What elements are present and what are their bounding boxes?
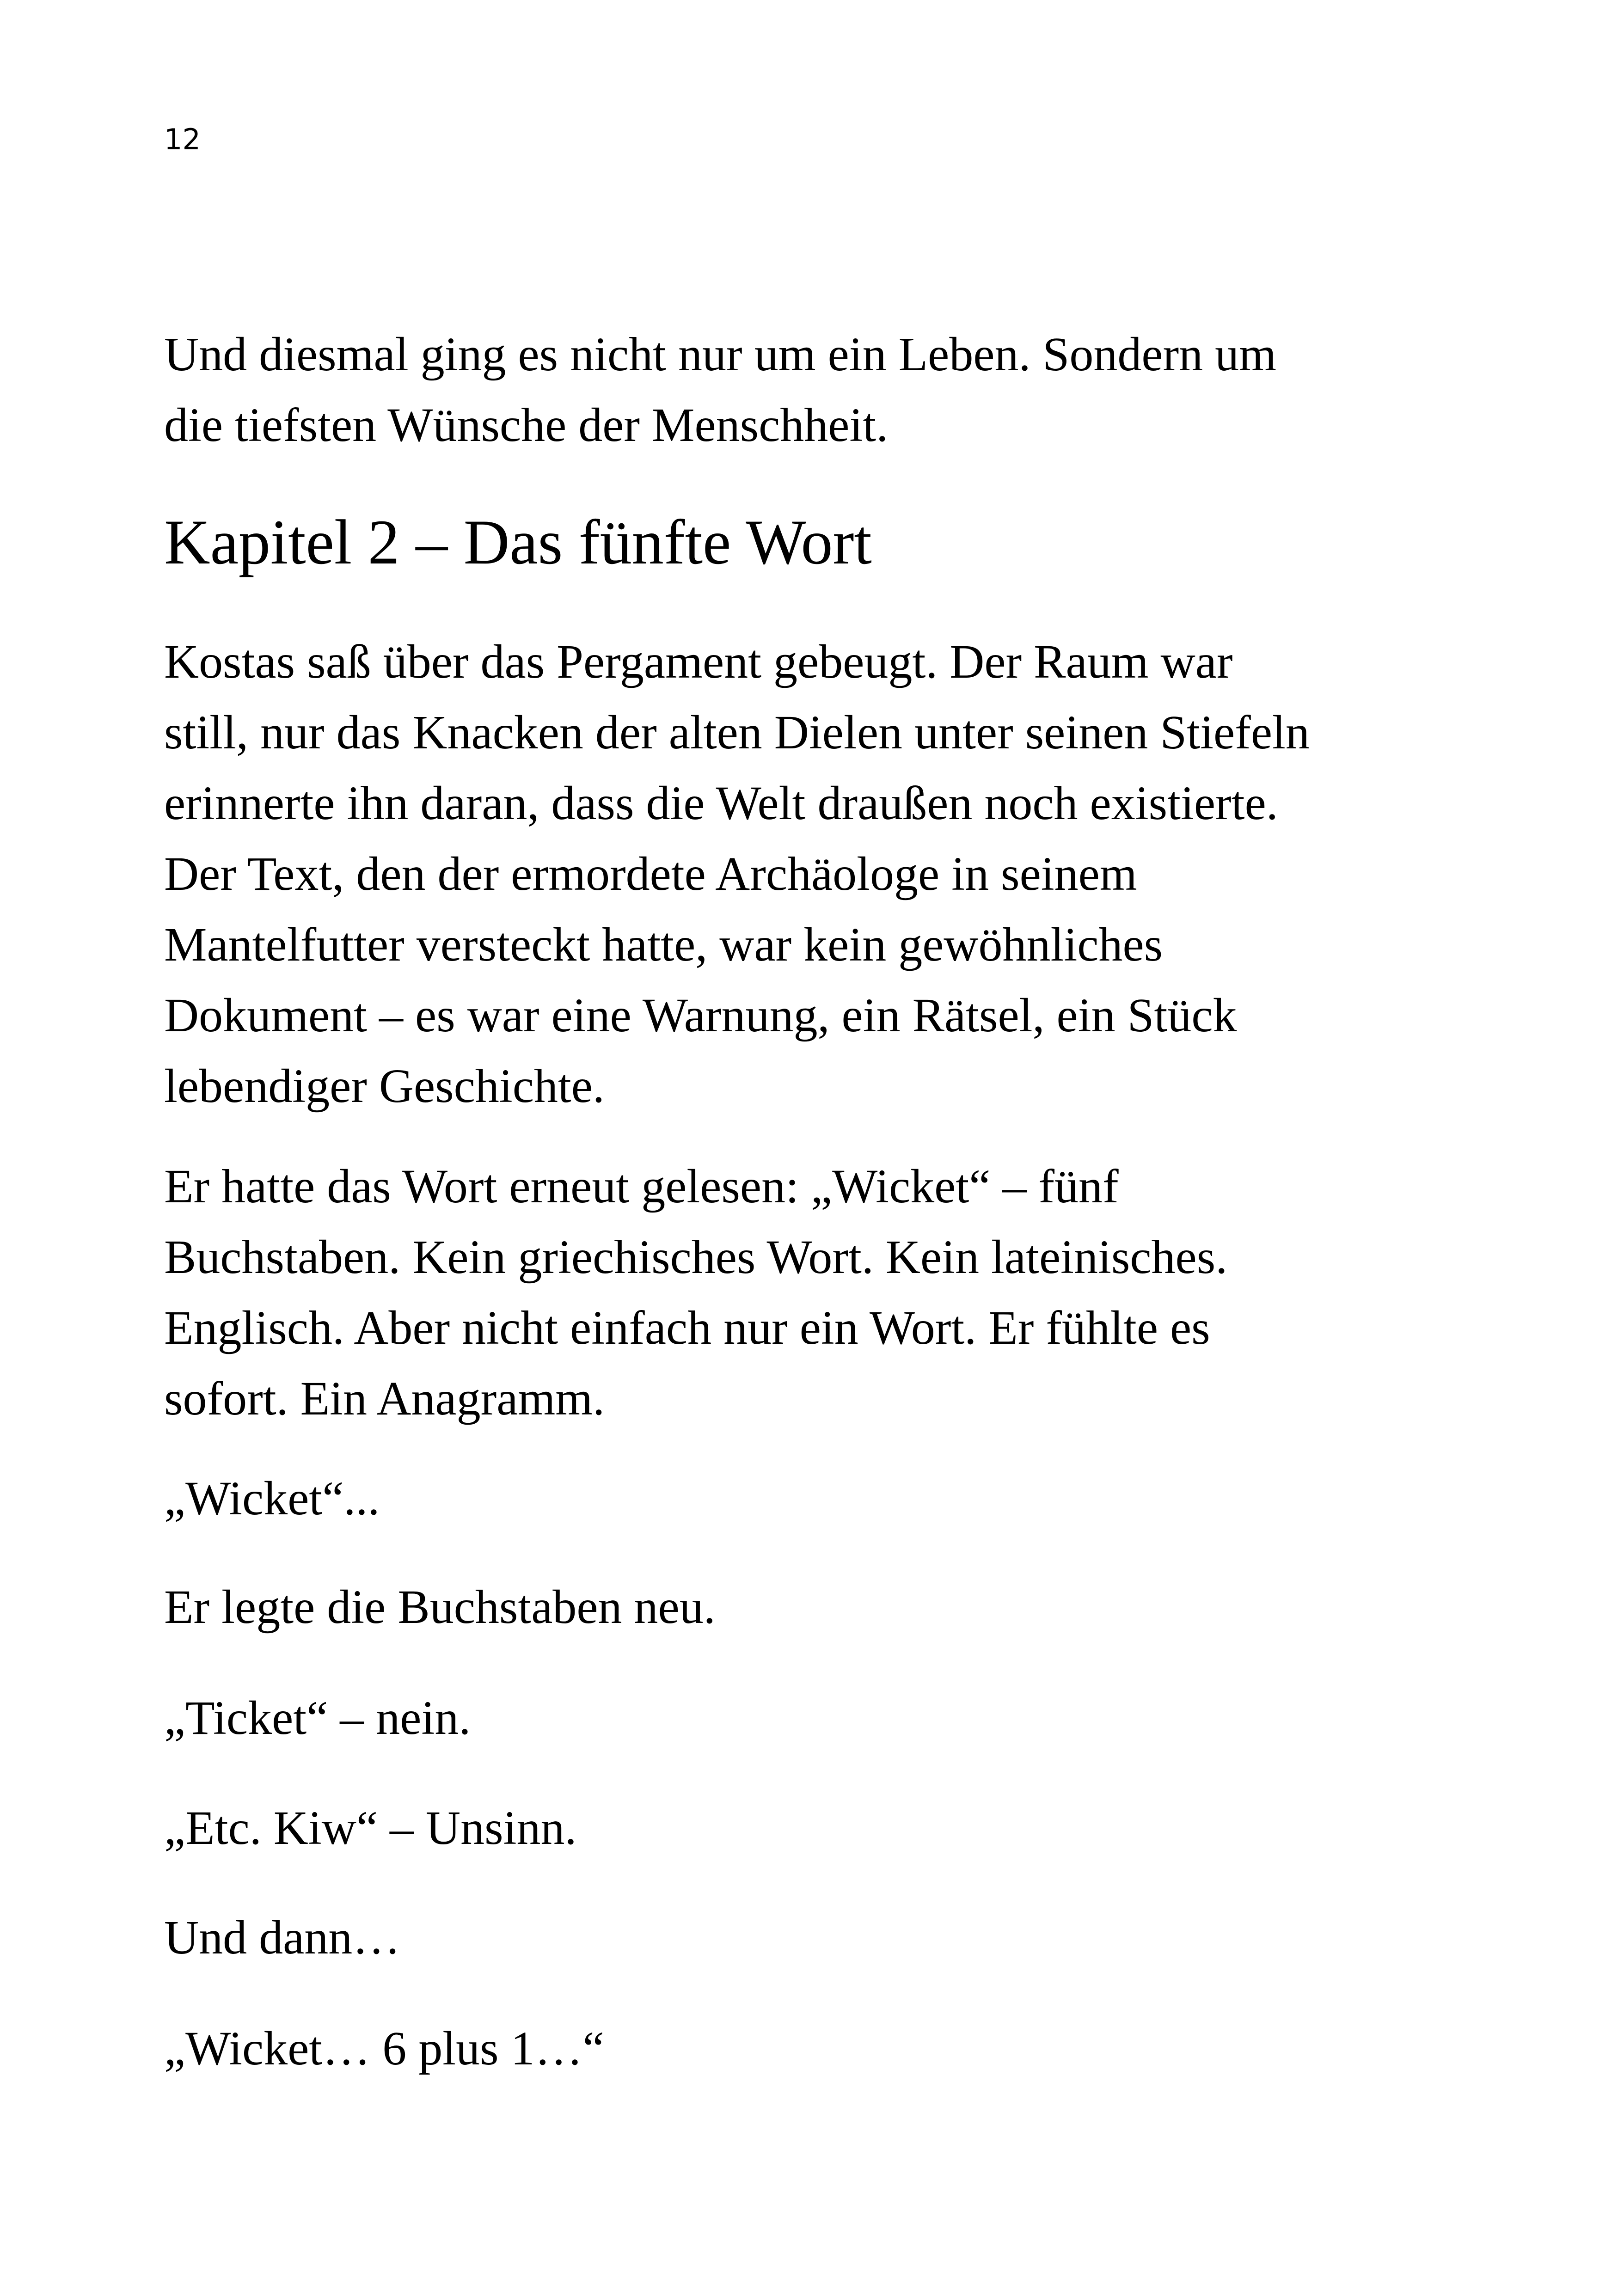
- text-line: Der Text, den der ermordete Archäologe in seinem: [164, 847, 1137, 900]
- text-line: erinnerte ihn daran, dass die Welt draußen noch existierte.: [164, 777, 1278, 830]
- short-paragraph: „Etc. Kiw“ – Unsinn.: [164, 1801, 577, 1855]
- short-paragraph: Und dann…: [164, 1911, 401, 1964]
- text-line: Und diesmal ging es nicht nur um ein Leben. Sondern um: [164, 328, 1277, 381]
- text-line: still, nur das Knacken der alten Dielen unter seinen Stiefeln: [164, 706, 1310, 759]
- chapter-title: Kapitel 2 – Das fünfte Wort: [164, 507, 872, 577]
- text-line: die tiefsten Wünsche der Menschheit.: [164, 398, 889, 452]
- text-line: Er hatte das Wort erneut gelesen: „Wicket“ – fünf: [164, 1160, 1119, 1213]
- text-line: Englisch. Aber nicht einfach nur ein Wort. Er fühlte es: [164, 1301, 1210, 1354]
- short-paragraph: Er legte die Buchstaben neu.: [164, 1580, 716, 1634]
- text-line: lebendiger Geschichte.: [164, 1059, 605, 1113]
- page-number: 12: [164, 122, 201, 156]
- short-paragraph: „Wicket“...: [164, 1472, 380, 1525]
- text-line: Mantelfutter versteckt hatte, war kein gewöhnliches: [164, 918, 1163, 971]
- short-paragraph: „Wicket… 6 plus 1…“: [164, 2022, 604, 2075]
- text-line: sofort. Ein Anagramm.: [164, 1372, 605, 1425]
- text-line: Kostas saß über das Pergament gebeugt. Der Raum war: [164, 635, 1233, 688]
- short-paragraph: „Ticket“ – nein.: [164, 1691, 471, 1745]
- text-line: Dokument – es war eine Warnung, ein Rätsel, ein Stück: [164, 989, 1237, 1042]
- text-line: Buchstaben. Kein griechisches Wort. Kein lateinisches.: [164, 1231, 1228, 1284]
- paragraph: [164, 1151, 1468, 1434]
- paragraph: [164, 626, 1468, 1121]
- opening-paragraph: [164, 319, 1468, 460]
